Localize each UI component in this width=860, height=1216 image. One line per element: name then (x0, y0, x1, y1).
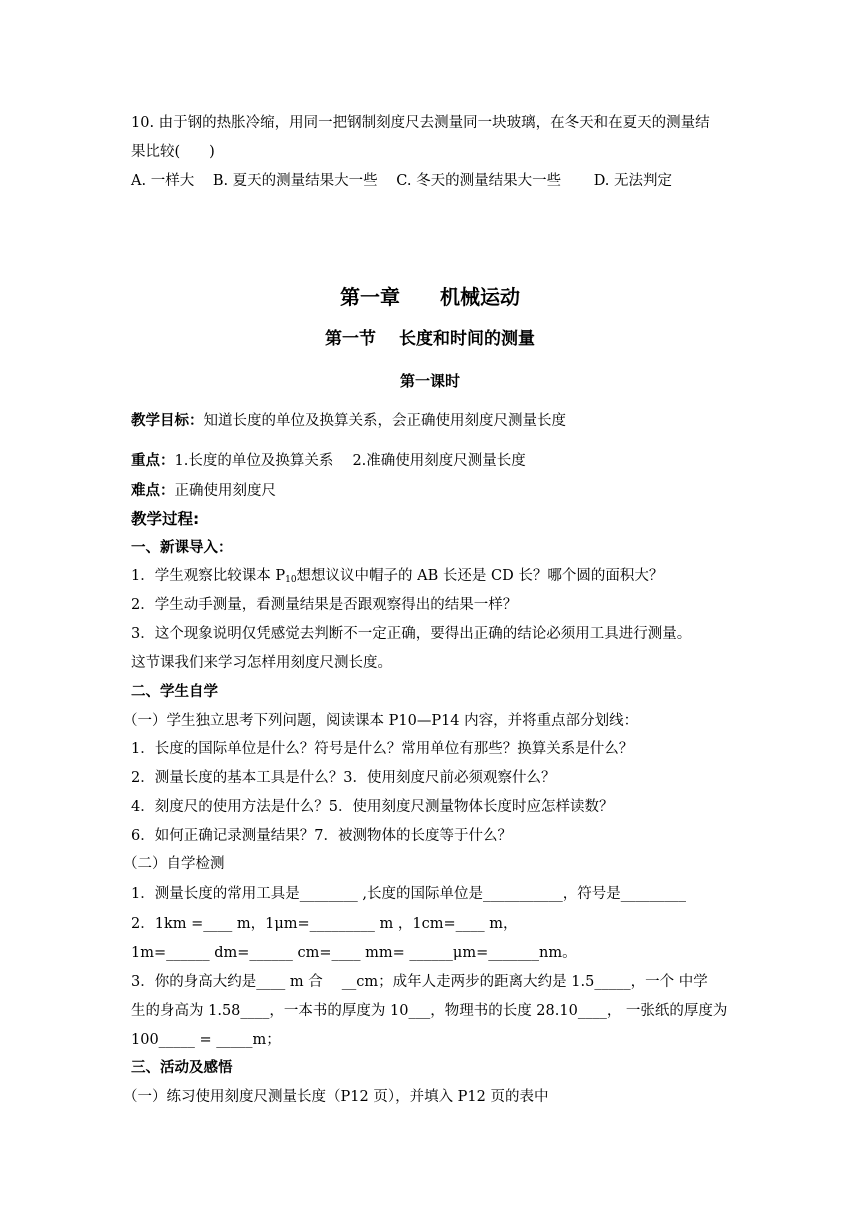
difficulty (131, 481, 276, 501)
part2-question-1: 1．长度的国际单位是什么？符号是什么？常用单位有那些？换算关系是什么？ (131, 741, 634, 757)
part1-line-1-post: 想想议议中帽子的 AB 长还是 CD 长？哪个圆的面积大？ (296, 568, 664, 584)
self-check-2: 2．1km =____ m，1μm=_________ m ，1cm=____ m， (131, 916, 518, 932)
part1-line-1 (131, 566, 663, 590)
self-check-title: （二）自学检测 (123, 856, 225, 872)
difficulty-label: 难点： (131, 483, 175, 499)
self-check-6: 100_____ = _____m； (131, 1032, 281, 1048)
teaching-goals-text: 知道长度的单位及换算关系，会正确使用刻度尺测量长度 (203, 413, 566, 429)
part2-title: 二、学生自学 (131, 684, 218, 700)
key-points (131, 451, 526, 471)
question-10-line-1: 10. 由于钢的热胀冷缩，用同一把钢制刻度尺去测量同一块玻璃，在冬天和在夏天的测量结 (131, 115, 710, 131)
page-subscript: 10 (285, 575, 297, 585)
part1-line-4: 这节课我们来学习怎样用刻度尺测长度。 (131, 655, 392, 671)
teaching-goals-label: 教学目标： (131, 413, 204, 429)
lesson-title: 第一课时 (399, 372, 460, 390)
part3-line-1: （一）练习使用刻度尺测量长度（P12 页），并填入 P12 页的表中 (123, 1089, 549, 1105)
key-points-text: 1.长度的单位及换算关系 2.准确使用刻度尺测量长度 (174, 453, 526, 469)
part2-question-4: 6．如何正确记录测量结果？7．被测物体的长度等于什么？ (131, 828, 512, 844)
teaching-process-label: 教学过程: (131, 510, 200, 528)
part1-line-3: 3．这个现象说明仅凭感觉去判断不一定正确，要得出正确的结论必须用工具进行测量。 (131, 626, 692, 642)
option-a: A. 一样大 (131, 173, 195, 189)
difficulty-text: 正确使用刻度尺 (174, 483, 276, 499)
part1-line-2: 2．学生动手测量，看测量结果是否跟观察得出的结果一样？ (131, 597, 518, 613)
part1-line-1-pre: 1．学生观察比较课本 P (131, 568, 286, 584)
self-check-3: 1m=______ dm=______ cm=____ mm= ______μm=_______nm。 (131, 945, 577, 961)
question-10-line-2: 果比较( ) (131, 144, 215, 160)
option-c: C. 冬天的测量结果大一些 (396, 173, 562, 189)
part3-title: 三、活动及感悟 (131, 1060, 233, 1076)
question-10-options (131, 171, 672, 191)
section-title: 第一节 长度和时间的测量 (325, 329, 535, 349)
part2-question-2: 2．测量长度的基本工具是什么？3．使用刻度尺前必须观察什么？ (131, 770, 556, 786)
part1-title: 一、新课导入： (131, 540, 233, 556)
self-check-4: 3．你的身高大约是____ m 合 __cm；成年人走两步的距离大约是 1.5_____，一个 中学 (131, 974, 708, 990)
key-points-label: 重点： (131, 453, 175, 469)
chapter-title: 第一章 机械运动 (340, 285, 520, 309)
option-d: D. 无法判定 (593, 173, 673, 189)
self-check-5: 生的身高为 1.58____，一本书的厚度为 10___，物理书的长度 28.10____， 一张纸的厚度为 (131, 1003, 728, 1019)
teaching-goals (131, 411, 566, 431)
part2-intro: （一）学生独立思考下列问题，阅读课本 P10—P14 内容，并将重点部分划线： (123, 713, 639, 729)
part2-question-3: 4．刻度尺的使用方法是什么？5．使用刻度尺测量物体长度时应怎样读数？ (131, 799, 614, 815)
self-check-1: 1．测量长度的常用工具是________ ,长度的国际单位是___________，符号是_________ (131, 886, 686, 902)
option-b: B. 夏天的测量结果大一些 (212, 173, 378, 189)
